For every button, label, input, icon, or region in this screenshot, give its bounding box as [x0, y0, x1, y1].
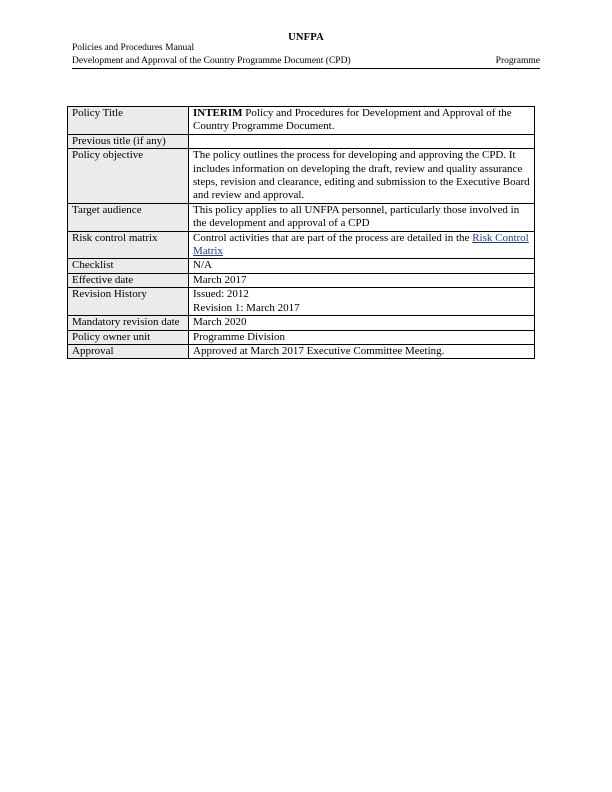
document-title: Development and Approval of the Country Programme Document (CPD): [72, 56, 351, 66]
effective-date-label: Effective date: [68, 273, 189, 287]
risk-control-matrix-label: Risk control matrix: [68, 231, 189, 259]
section-name: Programme: [495, 56, 540, 66]
mandatory-revision-date-label: Mandatory revision date: [68, 316, 189, 330]
policy-title-value: [189, 107, 535, 135]
policy-table: [67, 106, 535, 359]
header-divider: [72, 68, 540, 69]
approval-value: Approved at March 2017 Executive Committee Meeting.: [189, 344, 535, 358]
risk-control-matrix-value: [189, 231, 535, 259]
policy-title-label: Policy Title: [68, 107, 189, 135]
mandatory-revision-date-value: March 2020: [189, 316, 535, 330]
policy-objective-label: Policy objective: [68, 149, 189, 204]
table-row: [68, 149, 535, 204]
previous-title-label: Previous title (if any): [68, 134, 189, 148]
revision-history-label: Revision History: [68, 288, 189, 316]
table-row: [68, 107, 535, 135]
policy-owner-unit-label: Policy owner unit: [68, 330, 189, 344]
risk-control-matrix-link[interactable]: Risk Control Matrix: [193, 231, 529, 258]
table-row: [68, 231, 535, 259]
risk-control-text: Control activities that are part of the process are detailed in the: [193, 231, 473, 244]
policy-objective-value: The policy outlines the process for developing and approving the CPD. It includes information on developing the draft, review and quality assurance steps, revision and clearance, editing and submission to the Executive Board and review and approval.: [189, 149, 535, 204]
table-row: [68, 203, 535, 231]
policy-title-text: Policy and Procedures for Development and Approval of the Country Programme Document.: [193, 107, 512, 133]
checklist-label: Checklist: [68, 259, 189, 273]
revision-issued: Issued: 2012: [193, 288, 249, 301]
target-audience-value: This policy applies to all UNFPA personnel, particularly those involved in the development and approval of a CPD: [189, 203, 535, 231]
target-audience-label: Target audience: [68, 203, 189, 231]
table-row: [68, 316, 535, 330]
org-name: UNFPA: [288, 32, 324, 43]
effective-date-value: March 2017: [189, 273, 535, 287]
table-row: [68, 259, 535, 273]
table-row: [68, 273, 535, 287]
policy-title-prefix: INTERIM: [193, 107, 243, 119]
manual-title: Policies and Procedures Manual: [72, 43, 195, 53]
table-row: [68, 344, 535, 358]
revision-history-value: [189, 288, 535, 316]
checklist-value: N/A: [189, 259, 535, 273]
table-row: [68, 330, 535, 344]
table-row: [68, 288, 535, 316]
policy-owner-unit-value: Programme Division: [189, 330, 535, 344]
revision-1: Revision 1: March 2017: [193, 301, 300, 314]
previous-title-value: [189, 134, 535, 148]
approval-label: Approval: [68, 344, 189, 358]
table-row: [68, 134, 535, 148]
